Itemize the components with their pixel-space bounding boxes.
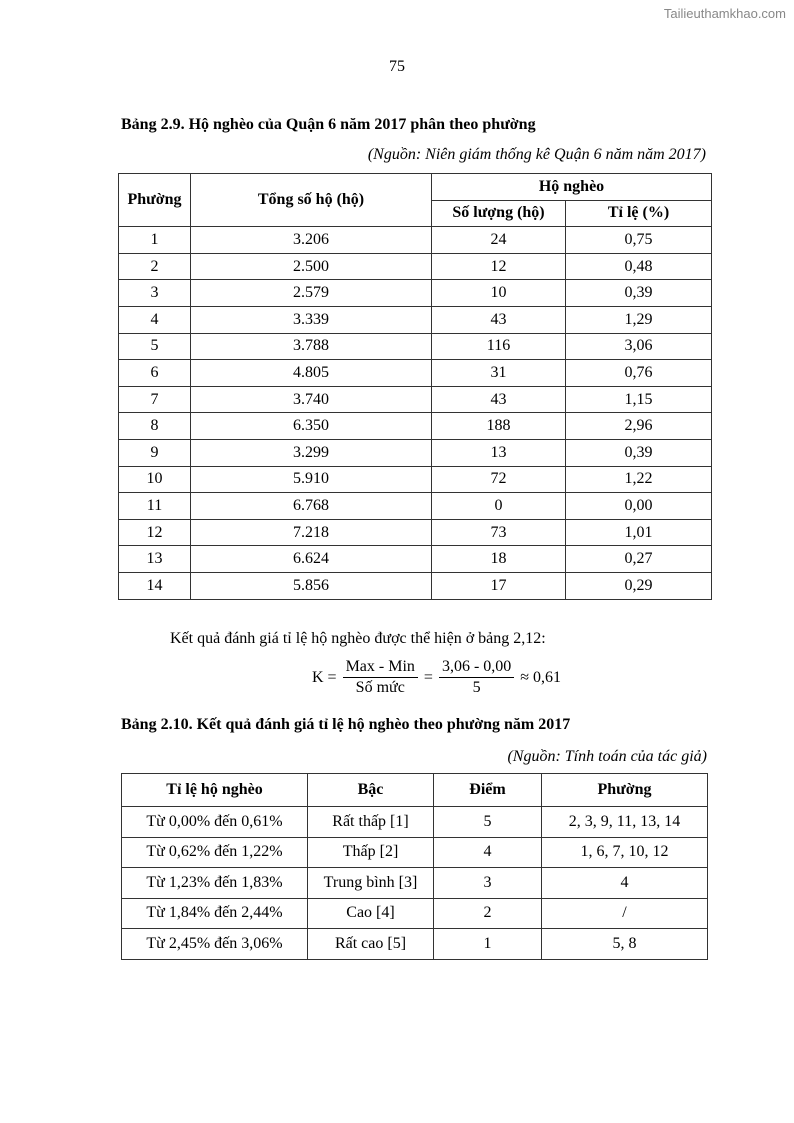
table-cell: 43 xyxy=(432,306,566,333)
poor-households-table xyxy=(118,173,712,600)
header-rate-range: Tỉ lệ hộ nghèo xyxy=(122,774,308,807)
table-cell: 0,75 xyxy=(566,227,712,254)
table-cell: 9 xyxy=(119,439,191,466)
page-number: 75 xyxy=(389,58,405,75)
paragraph: Kết quả đánh giá tỉ lệ hộ nghèo được thể hiện ở bảng 2,12: xyxy=(170,630,546,647)
table-cell: 0,39 xyxy=(566,280,712,307)
table-cell: 4 xyxy=(119,306,191,333)
table-cell: 0 xyxy=(432,493,566,520)
table-cell: 2 xyxy=(434,898,542,929)
header-rate: Tỉ lệ (%) xyxy=(566,200,712,227)
table-cell: 5, 8 xyxy=(542,929,708,960)
table-cell: 4.805 xyxy=(191,360,432,387)
header-ward: Phường xyxy=(119,174,191,227)
formula xyxy=(312,658,561,697)
table-cell: 17 xyxy=(432,572,566,599)
table-cell: 1,01 xyxy=(566,519,712,546)
table-cell: 3.788 xyxy=(191,333,432,360)
table-row xyxy=(119,360,712,387)
table-row xyxy=(119,413,712,440)
table2-title: Bảng 2.10. Kết quả đánh giá tỉ lệ hộ nghèo theo phường năm 2017 xyxy=(121,716,571,733)
table-row xyxy=(119,572,712,599)
table-row xyxy=(119,386,712,413)
formula-result: ≈ 0,61 xyxy=(520,668,562,686)
table-row xyxy=(122,898,708,929)
table-cell: 0,76 xyxy=(566,360,712,387)
table-cell: 2 xyxy=(119,253,191,280)
table1-title: Bảng 2.9. Hộ nghèo của Quận 6 năm 2017 phân theo phường xyxy=(121,116,536,133)
table-cell: 18 xyxy=(432,546,566,573)
table-cell: Thấp [2] xyxy=(308,837,434,868)
poverty-rate-evaluation-table xyxy=(121,773,708,960)
table-cell: 0,27 xyxy=(566,546,712,573)
table-cell: 2.500 xyxy=(191,253,432,280)
table-row xyxy=(122,929,708,960)
table-cell: Rất thấp [1] xyxy=(308,807,434,838)
table-row xyxy=(119,280,712,307)
table-cell: / xyxy=(542,898,708,929)
numerator-2: 3,06 - 0,00 xyxy=(439,658,514,678)
table-row xyxy=(119,227,712,254)
table-cell: 0,48 xyxy=(566,253,712,280)
table-cell: 1 xyxy=(119,227,191,254)
table-cell: 116 xyxy=(432,333,566,360)
header-total: Tổng số hộ (hộ) xyxy=(191,174,432,227)
table-row xyxy=(119,546,712,573)
table-row xyxy=(119,333,712,360)
table-row xyxy=(119,439,712,466)
denominator-2: 5 xyxy=(472,679,481,696)
table-cell: 2.579 xyxy=(191,280,432,307)
table-cell: Từ 2,45% đến 3,06% xyxy=(122,929,308,960)
header-count: Số lượng (hộ) xyxy=(432,200,566,227)
table-cell: 12 xyxy=(119,519,191,546)
table-cell: 24 xyxy=(432,227,566,254)
table-cell: 6.768 xyxy=(191,493,432,520)
table-cell: 3.740 xyxy=(191,386,432,413)
table-cell: Rất cao [5] xyxy=(308,929,434,960)
table-cell: 13 xyxy=(432,439,566,466)
table-cell: 6.350 xyxy=(191,413,432,440)
table-cell: 11 xyxy=(119,493,191,520)
table-row xyxy=(119,306,712,333)
table-cell: 10 xyxy=(119,466,191,493)
table1-source: (Nguồn: Niên giám thống kê Quận 6 năm năm 2017) xyxy=(367,146,706,163)
header-wards: Phường xyxy=(542,774,708,807)
table-row xyxy=(122,868,708,899)
table-cell: 1,22 xyxy=(566,466,712,493)
table-row xyxy=(122,807,708,838)
table-cell: 1, 6, 7, 10, 12 xyxy=(542,837,708,868)
table-cell: 1,15 xyxy=(566,386,712,413)
table-cell: 43 xyxy=(432,386,566,413)
table-cell: 12 xyxy=(432,253,566,280)
table-cell: 3 xyxy=(434,868,542,899)
table-cell: 3.206 xyxy=(191,227,432,254)
header-score: Điểm xyxy=(434,774,542,807)
table-cell: 1,29 xyxy=(566,306,712,333)
fraction-2 xyxy=(437,658,516,697)
table-cell: Trung bình [3] xyxy=(308,868,434,899)
header-poor: Hộ nghèo xyxy=(432,174,712,201)
watermark: Tailieuthamkhao.com xyxy=(663,6,786,21)
table-cell: 5 xyxy=(119,333,191,360)
table-cell: Từ 0,00% đến 0,61% xyxy=(122,807,308,838)
table-cell: 13 xyxy=(119,546,191,573)
table-cell: 0,29 xyxy=(566,572,712,599)
table-cell: 5.910 xyxy=(191,466,432,493)
table-cell: 31 xyxy=(432,360,566,387)
table-cell: Từ 0,62% đến 1,22% xyxy=(122,837,308,868)
table-cell: Từ 1,23% đến 1,83% xyxy=(122,868,308,899)
table-cell: 3.339 xyxy=(191,306,432,333)
table-row xyxy=(122,837,708,868)
table-cell: 188 xyxy=(432,413,566,440)
denominator-1: Số mức xyxy=(355,679,405,696)
table-row xyxy=(119,519,712,546)
table-cell: 7 xyxy=(119,386,191,413)
table-row xyxy=(119,493,712,520)
table-cell: 0,39 xyxy=(566,439,712,466)
table-cell: 8 xyxy=(119,413,191,440)
table-cell: 73 xyxy=(432,519,566,546)
table-cell: 5.856 xyxy=(191,572,432,599)
table-row xyxy=(119,253,712,280)
table-cell: 6.624 xyxy=(191,546,432,573)
table2-source: (Nguồn: Tính toán của tác giả) xyxy=(507,748,707,765)
table-cell: 0,00 xyxy=(566,493,712,520)
table-cell: 72 xyxy=(432,466,566,493)
table-cell: 10 xyxy=(432,280,566,307)
table-cell: 3.299 xyxy=(191,439,432,466)
numerator-1: Max - Min xyxy=(343,658,418,678)
table-cell: 3 xyxy=(119,280,191,307)
table-cell: 2, 3, 9, 11, 13, 14 xyxy=(542,807,708,838)
table-cell: 7.218 xyxy=(191,519,432,546)
table-row xyxy=(119,466,712,493)
table-cell: 14 xyxy=(119,572,191,599)
table-cell: 4 xyxy=(434,837,542,868)
table-cell: 2,96 xyxy=(566,413,712,440)
table-cell: 1 xyxy=(434,929,542,960)
formula-lhs: K = xyxy=(312,668,337,686)
table-cell: 5 xyxy=(434,807,542,838)
table-cell: Cao [4] xyxy=(308,898,434,929)
table-cell: 3,06 xyxy=(566,333,712,360)
table-cell: 6 xyxy=(119,360,191,387)
formula-eq: = xyxy=(423,668,433,686)
fraction-1 xyxy=(341,658,420,697)
table-cell: Từ 1,84% đến 2,44% xyxy=(122,898,308,929)
table-cell: 4 xyxy=(542,868,708,899)
header-level: Bậc xyxy=(308,774,434,807)
